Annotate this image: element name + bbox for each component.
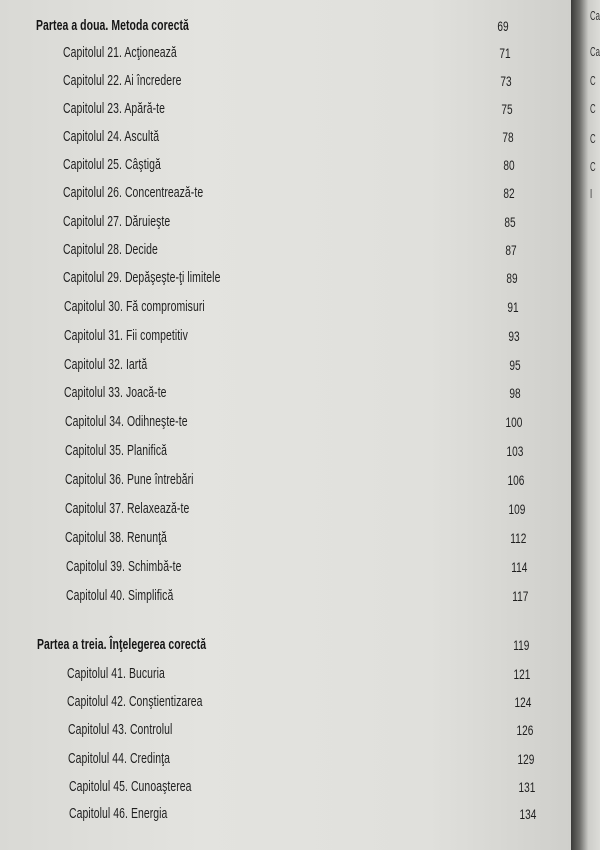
toc-entry	[0, 472, 571, 492]
toc-entry	[0, 414, 571, 434]
toc-entry	[0, 751, 571, 771]
chapter-title: Capitolul 33. Joacă-te	[64, 385, 167, 401]
chapter-page-number: 126	[516, 722, 533, 738]
book-gutter	[571, 0, 600, 850]
chapter-page-number: 93	[508, 328, 520, 344]
toc-entry	[0, 157, 571, 177]
toc-entry	[0, 806, 571, 826]
toc-entry	[0, 214, 571, 234]
adjacent-letter: Ca	[590, 44, 600, 59]
chapter-page-number: 106	[507, 472, 524, 488]
chapter-title: Capitolul 28. Decide	[63, 242, 158, 258]
toc-entry	[0, 270, 571, 290]
adjacent-letter: C	[590, 159, 596, 174]
toc-entry	[0, 530, 571, 550]
chapter-page-number: 109	[508, 501, 525, 517]
toc-entry	[0, 501, 571, 521]
toc-entry	[0, 385, 571, 405]
toc-entry	[0, 299, 571, 319]
chapter-title: Capitolul 41. Bucuria	[67, 666, 165, 682]
adjacent-letter: C	[590, 101, 596, 116]
chapter-page-number: 78	[502, 129, 514, 145]
toc-entry	[0, 694, 571, 714]
toc-entry	[0, 588, 571, 608]
chapter-title: Capitolul 42. Conştientizarea	[67, 694, 203, 710]
chapter-title: Capitolul 44. Credinţa	[68, 751, 170, 767]
chapter-title: Capitolul 45. Cunoaşterea	[69, 779, 192, 795]
adjacent-letter: I	[590, 186, 593, 201]
chapter-page-number: 98	[509, 385, 521, 401]
chapter-title: Capitolul 23. Apără-te	[63, 101, 165, 117]
part-title: Partea a treia. Înţelegerea corectă	[37, 637, 207, 653]
toc-entry	[0, 357, 571, 377]
chapter-page-number: 103	[506, 443, 523, 459]
toc-entry	[0, 328, 571, 348]
chapter-title: Capitolul 22. Ai încredere	[63, 73, 182, 89]
chapter-title: Capitolul 25. Câştigă	[63, 157, 161, 173]
chapter-page-number: 85	[504, 214, 516, 230]
chapter-page-number: 91	[507, 299, 519, 315]
toc-entry	[0, 73, 571, 93]
chapter-title: Capitolul 26. Concentrează-te	[63, 185, 204, 201]
chapter-title: Capitolul 32. Iartă	[64, 357, 148, 373]
chapter-page-number: 114	[510, 559, 527, 575]
chapter-page-number: 100	[505, 414, 522, 430]
chapter-title: Capitolul 35. Planifică	[65, 443, 168, 459]
chapter-page-number: 75	[501, 101, 513, 117]
chapter-title: Capitolul 24. Ascultă	[63, 129, 160, 145]
chapter-title: Capitolul 37. Relaxează-te	[65, 501, 190, 517]
chapter-title: Capitolul 46. Energia	[69, 806, 168, 822]
chapter-page-number: 121	[513, 666, 530, 682]
chapter-title: Capitolul 34. Odihneşte-te	[65, 414, 188, 430]
chapter-title: Capitolul 29. Depăşeşte-ţi limitele	[63, 270, 221, 286]
chapter-title: Capitolul 38. Renunţă	[65, 530, 167, 546]
toc-entry	[0, 185, 571, 205]
chapter-page-number: 73	[500, 73, 512, 89]
part-page-number: 119	[512, 637, 529, 653]
chapter-page-number: 117	[511, 588, 528, 604]
chapter-title: Capitolul 31. Fii competitiv	[64, 328, 188, 344]
chapter-title: Capitolul 30. Fă compromisuri	[64, 299, 205, 315]
chapter-page-number: 131	[518, 779, 535, 795]
toc-entry	[0, 779, 571, 799]
adjacent-letter: C	[590, 73, 596, 88]
toc-entry	[0, 129, 571, 149]
chapter-title: Capitolul 43. Controlul	[68, 722, 173, 738]
toc-entry	[0, 101, 571, 121]
chapter-title: Capitolul 36. Pune întrebări	[65, 472, 194, 488]
chapter-page-number: 124	[514, 694, 531, 710]
chapter-title: Capitolul 21. Acţionează	[63, 45, 177, 61]
chapter-page-number: 95	[509, 357, 521, 373]
adjacent-letter: C	[590, 131, 596, 146]
chapter-page-number: 134	[519, 806, 536, 822]
toc-entry	[0, 722, 571, 742]
toc-entry	[0, 242, 571, 262]
toc-entry	[0, 443, 571, 463]
chapter-page-number: 82	[503, 185, 515, 201]
chapter-page-number: 89	[506, 270, 518, 286]
part-page-number: 69	[497, 18, 509, 34]
chapter-page-number: 112	[509, 530, 526, 546]
toc-entry	[0, 559, 571, 579]
chapter-title: Capitolul 39. Schimbă-te	[66, 559, 182, 575]
part-heading	[0, 18, 571, 38]
chapter-page-number: 80	[503, 157, 515, 173]
chapter-title: Capitolul 27. Dăruieşte	[63, 214, 171, 230]
toc-entry	[0, 666, 571, 686]
part-heading	[0, 637, 571, 657]
chapter-title: Capitolul 40. Simplifică	[66, 588, 174, 604]
chapter-page-number: 71	[499, 45, 511, 61]
part-title: Partea a doua. Metoda corectă	[36, 18, 189, 34]
chapter-page-number: 87	[505, 242, 517, 258]
toc-entry	[0, 45, 571, 65]
adjacent-letter: Ca	[590, 8, 600, 23]
chapter-page-number: 129	[517, 751, 534, 767]
